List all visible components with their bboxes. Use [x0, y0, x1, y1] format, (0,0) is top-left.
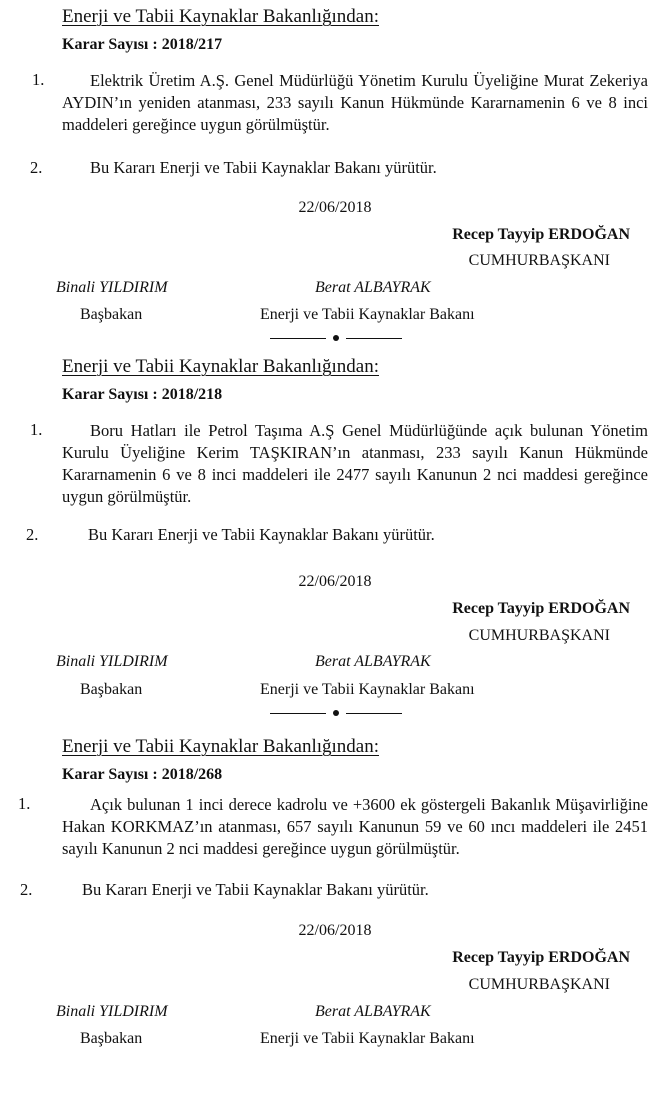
minister-name: Berat ALBAYRAK — [315, 1003, 431, 1020]
item-2-text: Bu Kararı Enerji ve Tabii Kaynaklar Bakanı yürütür. — [82, 880, 429, 899]
item-1-number: 1. — [18, 794, 31, 813]
section-separator — [270, 334, 402, 344]
item-1-text: Boru Hatları ile Petrol Taşıma A.Ş Genel Müdürlüğünde açık bulunan Yönetim Kurulu Üyeliğine Kerim TAŞKIRAN’ın atanması, 233 sayılı Kanun Hükmünde Kararnamenin 6 ve 8 inci maddeleri ile 2477 sayılı Kanunun 2 nci maddesi gereğince uygun görülmüştür. — [62, 421, 648, 506]
item-2-number: 2. — [30, 158, 43, 177]
president-title: CUMHURBAŞKANI — [468, 252, 610, 269]
decision-number: Karar Sayısı : 2018/217 — [62, 36, 223, 53]
president-title: CUMHURBAŞKANI — [468, 627, 610, 644]
prime-minister-name: Binali YILDIRIM — [56, 279, 168, 296]
minister-title: Enerji ve Tabii Kaynaklar Bakanı — [260, 681, 475, 698]
item-1-number: 1. — [32, 70, 45, 89]
minister-name: Berat ALBAYRAK — [315, 279, 431, 296]
item-1-number: 1. — [30, 420, 43, 439]
president-name: Recep Tayyip ERDOĞAN — [452, 226, 630, 243]
president-name: Recep Tayyip ERDOĞAN — [452, 949, 630, 966]
decree-date: 22/06/2018 — [298, 199, 372, 216]
section-separator — [270, 709, 402, 719]
ministry-heading: Enerji ve Tabii Kaynaklar Bakanlığından: — [62, 356, 379, 377]
item-1-text: Elektrik Üretim A.Ş. Genel Müdürlüğü Yönetim Kurulu Üyeliğine Murat Zekeriya AYDIN’ın yeniden atanması, 233 sayılı Kanun Hükmünde Kararnamenin 6 ve 8 inci maddeleri gereğince uygun görülmüştür. — [62, 71, 648, 134]
prime-minister-title: Başbakan — [80, 681, 143, 698]
item-2-number: 2. — [26, 525, 39, 544]
item-2-text: Bu Kararı Enerji ve Tabii Kaynaklar Bakanı yürütür. — [90, 158, 437, 177]
decree-date: 22/06/2018 — [298, 573, 372, 590]
item-2-number: 2. — [20, 880, 33, 899]
decision-number: Karar Sayısı : 2018/268 — [62, 766, 223, 783]
decree-section — [0, 730, 660, 1102]
item-1-text: Açık bulunan 1 inci derece kadrolu ve +3600 ek göstergeli Bakanlık Müşavirliğine Hakan KORKMAZ’ın atanması, 657 sayılı Kanunun 59 ve 60 ıncı maddeleri ile 2451 sayılı Kanunun 2 nci maddesi gereğince uygun görülmüştür. — [62, 795, 648, 858]
decree-section — [0, 0, 660, 372]
ministry-heading: Enerji ve Tabii Kaynaklar Bakanlığından: — [62, 6, 379, 27]
decree-date: 22/06/2018 — [298, 922, 372, 939]
prime-minister-name: Binali YILDIRIM — [56, 653, 168, 670]
decision-number: Karar Sayısı : 2018/218 — [62, 386, 223, 403]
ministry-heading: Enerji ve Tabii Kaynaklar Bakanlığından: — [62, 736, 379, 757]
minister-title: Enerji ve Tabii Kaynaklar Bakanı — [260, 306, 475, 323]
prime-minister-name: Binali YILDIRIM — [56, 1003, 168, 1020]
minister-title: Enerji ve Tabii Kaynaklar Bakanı — [260, 1030, 475, 1047]
president-name: Recep Tayyip ERDOĞAN — [452, 600, 630, 617]
president-title: CUMHURBAŞKANI — [468, 976, 610, 993]
prime-minister-title: Başbakan — [80, 306, 143, 323]
minister-name: Berat ALBAYRAK — [315, 653, 431, 670]
decree-section — [0, 350, 660, 722]
item-2-text: Bu Kararı Enerji ve Tabii Kaynaklar Bakanı yürütür. — [88, 525, 435, 544]
prime-minister-title: Başbakan — [80, 1030, 143, 1047]
